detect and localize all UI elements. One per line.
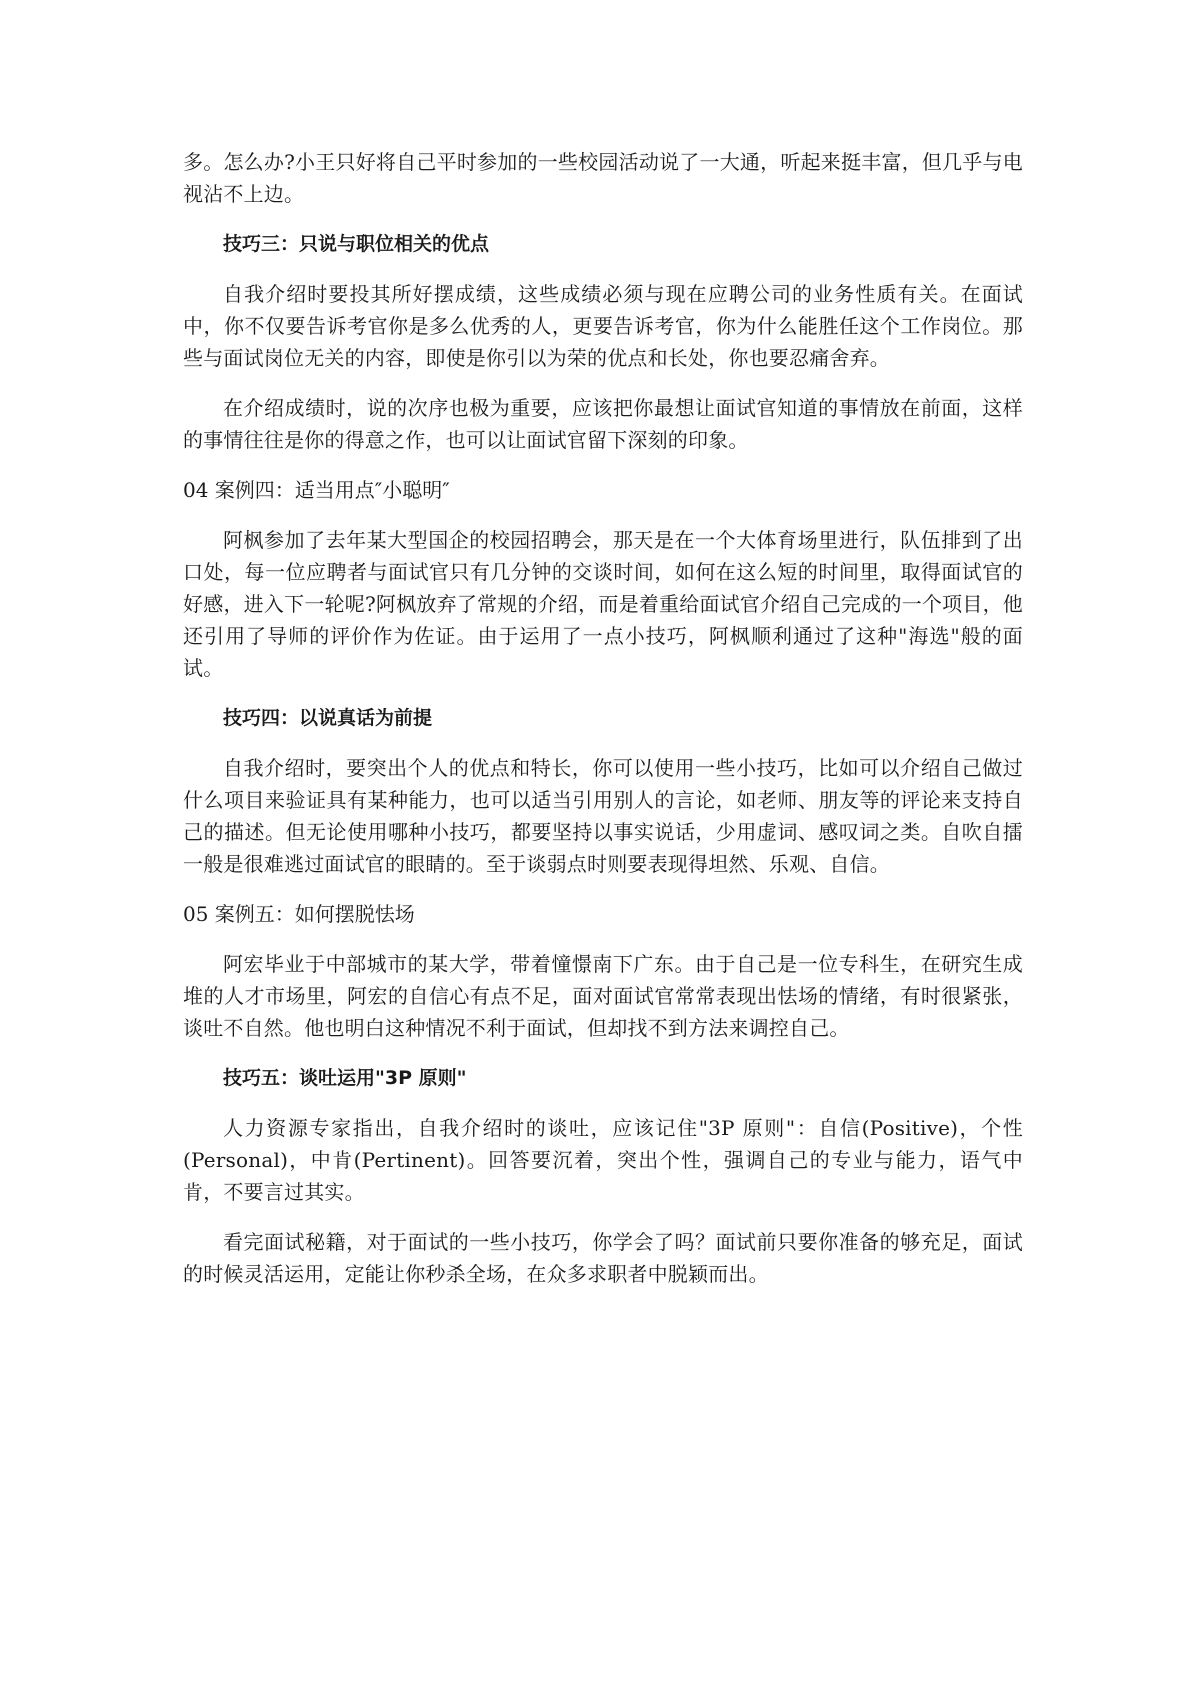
tip-5-heading: 技巧五：谈吐运用"3P 原则" [223, 1067, 467, 1089]
paragraph-case4-body: 阿枫参加了去年某大型国企的校园招聘会，那天是在一个大体育场里进行，队伍排到了出口处，每一位应聘者与面试官只有几分钟的交谈时间，如何在这么短的时间里，取得面试官的好感，进入下一轮呢?阿枫放弃了常规的介绍，而是着重给面试官介绍自己完成的一个项目，他还引用了导师的评价作为佐证。由于运用了一点小技巧，阿枫顺利通过了这种"海选"般的面试。 [183, 528, 1023, 680]
paragraph-tip3-body-1: 自我介绍时要投其所好摆成绩，这些成绩必须与现在应聘公司的业务性质有关。在面试中，你不仅要告诉考官你是多么优秀的人，更要告诉考官，你为什么能胜任这个工作岗位。那些与面试岗位无关的内容，即使是你引以为荣的优点和长处，你也要忍痛舍弃。 [183, 282, 1023, 370]
document-page [183, 146, 1023, 1308]
tip-4-heading: 技巧四：以说真话为前提 [223, 707, 433, 729]
case-4-heading: 04 案例四：适当用点″小聪明″ [183, 478, 450, 502]
tip-3-heading: 技巧三：只说与职位相关的优点 [223, 233, 490, 255]
paragraph-continuation: 多。怎么办?小王只好将自己平时参加的一些校园活动说了一大通，听起来挺丰富，但几乎与电视沾不上边。 [183, 150, 1023, 206]
case-5-heading: 05 案例五：如何摆脱怯场 [183, 902, 415, 926]
paragraph-conclusion: 看完面试秘籍，对于面试的一些小技巧，你学会了吗？面试前只要你准备的够充足，面试的时候灵活运用，定能让你秒杀全场，在众多求职者中脱颖而出。 [183, 1230, 1023, 1286]
paragraph-tip4-body: 自我介绍时，要突出个人的优点和特长，你可以使用一些小技巧，比如可以介绍自己做过什么项目来验证具有某种能力，也可以适当引用别人的言论，如老师、朋友等的评论来支持自己的描述。但无论使用哪种小技巧，都要坚持以事实说话，少用虚词、感叹词之类。自吹自擂一般是很难逃过面试官的眼睛的。至于谈弱点时则要表现得坦然、乐观、自信。 [183, 756, 1023, 876]
paragraph-tip3-body-2: 在介绍成绩时，说的次序也极为重要，应该把你最想让面试官知道的事情放在前面，这样的事情往往是你的得意之作，也可以让面试官留下深刻的印象。 [183, 396, 1023, 452]
paragraph-case5-body: 阿宏毕业于中部城市的某大学，带着憧憬南下广东。由于自己是一位专科生，在研究生成堆的人才市场里，阿宏的自信心有点不足，面对面试官常常表现出怯场的情绪，有时很紧张，谈吐不自然。他也明白这种情况不利于面试，但却找不到方法来调控自己。 [183, 952, 1023, 1040]
paragraph-tip5-body: 人力资源专家指出，自我介绍时的谈吐，应该记住"3P 原则"：自信(Positive)，个性(Personal)，中肯(Pertinent)。回答要沉着，突出个性，强调自己的专业与能力，语气中肯，不要言过其实。 [183, 1116, 1023, 1204]
